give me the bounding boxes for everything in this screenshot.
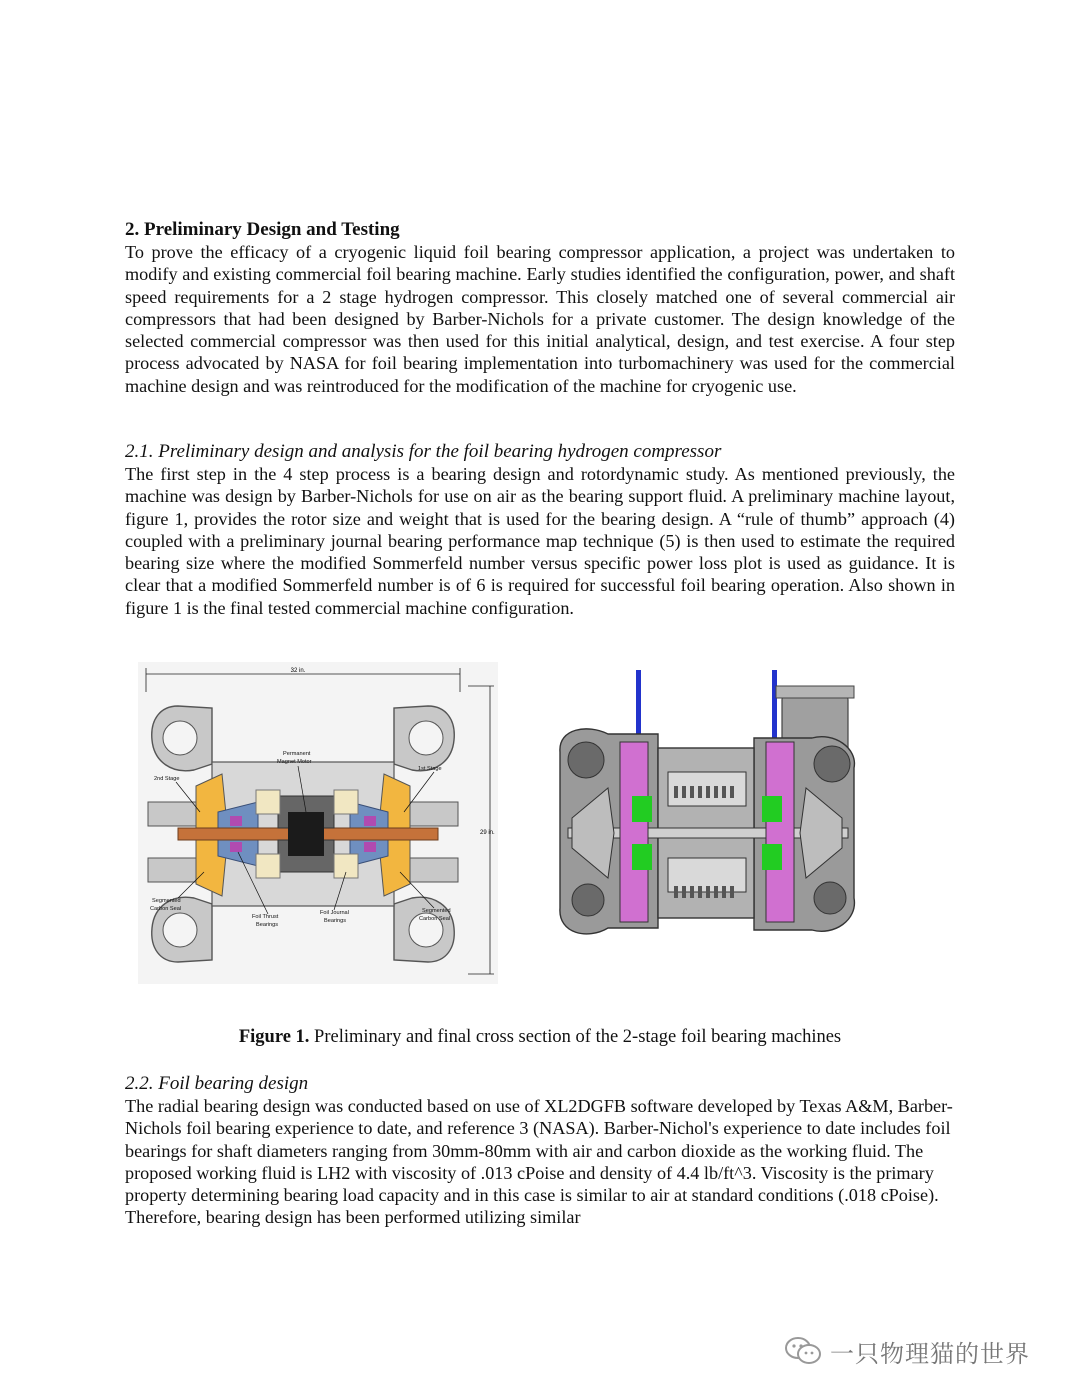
foil-bearing-left-lower <box>632 844 652 870</box>
foil-bearing-right-upper <box>762 796 782 822</box>
figure-caption-label: Figure 1. <box>238 1026 310 1047</box>
dim-height-label: 29 in. <box>480 830 495 836</box>
watermark <box>784 1333 1030 1369</box>
svg-text:2nd Stage: 2nd Stage <box>154 776 180 782</box>
svg-text:Bearings: Bearings <box>324 918 347 924</box>
section-2-1 <box>125 441 955 619</box>
figure-1-final-machine-section <box>548 668 866 944</box>
svg-text:Foil Thrust: Foil Thrust <box>252 914 279 920</box>
section-2-2-paragraph: The radial bearing design was conducted based on use of XL2DGFB software developed by Texas A&M, Barber-Nichols foil bearing experience to date, and reference 3 (NASA). Barber-Nichol's experience to date includes foil bearings for shaft diameters ranging from 30mm-80mm with air and carbon dioxide as the working fluid. The proposed working fluid is LH2 with viscosity of .013 cPoise and density of 4.4 lb/ft^3. Viscosity is the primary property determining bearing load capacity and in this case is similar to air at standard conditions (.018 cPoise). Therefore, bearing design has been performed utilizing similar <box>125 1096 953 1228</box>
svg-text:Segmented: Segmented <box>152 898 181 904</box>
foil-bearing-right-lower <box>762 844 782 870</box>
section-2-2 <box>125 1073 955 1229</box>
section-2-paragraph: To prove the efficacy of a cryogenic liquid foil bearing compressor application, a project was undertaken to modify and existing commercial foil bearing machine. Early studies identified the configuration, power, and shaft speed requirements for a 2 stage hydrogen compressor. This closely matched one of several commercial air compressors that had been designed by Barber-Nichols for a private customer. The design knowledge of the selected commercial compressor was then used for this initial analytical, design, and test exercise. A four step process advocated by NASA for foil bearing implementation into turbomachinery was used for the commercial machine design and was reintroduced for the modification of the machine for cryogenic use. <box>125 242 955 396</box>
section-2-1-heading: 2.1. Preliminary design and analysis for the foil bearing hydrogen compressor <box>125 441 722 462</box>
wechat-icon <box>784 1336 822 1366</box>
dim-width-label: 32 in. <box>290 668 306 674</box>
section-2-2-heading: 2.2. Foil bearing design <box>125 1073 309 1094</box>
svg-text:Carbon Seal: Carbon Seal <box>419 916 451 922</box>
bearing-housing-right <box>766 742 794 922</box>
figure-1-preliminary-cross-section <box>138 662 498 984</box>
section-2-1-paragraph: The first step in the 4 step process is a bearing design and rotordynamic study. As mentioned previously, the machine was design by Barber-Nichols for use on air as the bearing support fluid. A preliminary machine layout, figure 1, provides the rotor size and weight that is used for the bearing design. A “rule of thumb” approach (4) coupled with a preliminary journal bearing performance map technique (5) is then used to estimate the required bearing size where the modified Sommerfeld number versus specific power loss plot is used as guidance. It is clear that a modified Sommerfeld number is of 6 is required for successful foil bearing operation. Also shown in figure 1 is the final tested commercial machine configuration. <box>125 464 955 618</box>
foil-bearing-left-upper <box>632 796 652 822</box>
svg-text:Bearings: Bearings <box>256 922 279 928</box>
figure-1-caption <box>0 1026 1080 1048</box>
svg-text:Segmented: Segmented <box>422 908 451 914</box>
figure-caption-text: Preliminary and final cross section of the 2-stage foil bearing machines <box>309 1026 842 1047</box>
svg-text:Permanent: Permanent <box>283 751 311 757</box>
section-2 <box>125 219 955 397</box>
bearing-housing-left <box>620 742 648 922</box>
svg-text:Magnet Motor: Magnet Motor <box>277 759 312 765</box>
section-2-heading: 2. Preliminary Design and Testing <box>125 219 400 240</box>
watermark-text: 一只物理猫的世界 <box>830 1339 1030 1368</box>
svg-text:1st Stage: 1st Stage <box>418 766 442 772</box>
svg-text:Foil Journal: Foil Journal <box>320 910 349 916</box>
svg-text:Carbon Seal: Carbon Seal <box>150 906 182 912</box>
